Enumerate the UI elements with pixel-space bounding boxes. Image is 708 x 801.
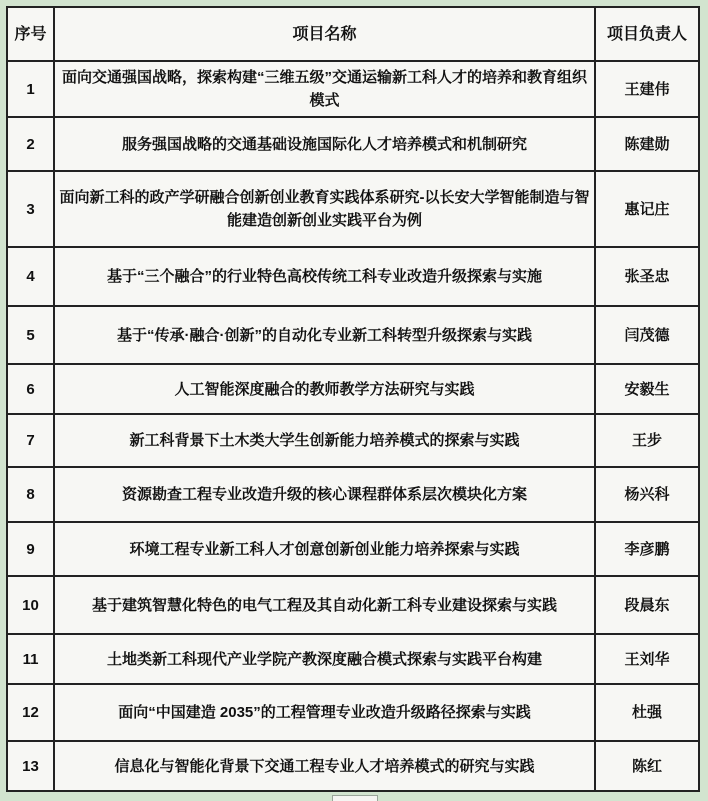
row-number-cell: 8 — [7, 467, 54, 522]
project-name-cell: 面向交通强国战略，探索构建“三维五级”交通运输新工科人才的培养和教育组织模式 — [54, 61, 595, 117]
table-row — [7, 684, 699, 741]
project-table — [6, 6, 700, 792]
project-name-cell: 信息化与智能化背景下交通工程专业人才培养模式的研究与实践 — [54, 741, 595, 791]
table-row — [7, 117, 699, 171]
table-row — [7, 61, 699, 117]
table-row — [7, 576, 699, 634]
project-leader-cell: 闫茂德 — [595, 306, 699, 364]
project-leader-cell: 陈建勋 — [595, 117, 699, 171]
header-project-leader: 项目负责人 — [595, 7, 699, 61]
row-number-cell: 6 — [7, 364, 54, 414]
project-name-cell: 面向“中国建造 2035”的工程管理专业改造升级路径探索与实践 — [54, 684, 595, 741]
table-row — [7, 634, 699, 684]
project-name-cell: 环境工程专业新工科人才创意创新创业能力培养探索与实践 — [54, 522, 595, 576]
row-number-cell: 1 — [7, 61, 54, 117]
project-name-cell: 资源勘查工程专业改造升级的核心课程群体系层次模块化方案 — [54, 467, 595, 522]
row-number-cell: 13 — [7, 741, 54, 791]
project-name-cell: 基于“三个融合”的行业特色高校传统工科专业改造升级探索与实施 — [54, 247, 595, 306]
table-row — [7, 414, 699, 467]
table-row — [7, 247, 699, 306]
project-name-cell: 基于“传承·融合·创新”的自动化专业新工科转型升级探索与实践 — [54, 306, 595, 364]
table-row — [7, 741, 699, 791]
row-number-cell: 7 — [7, 414, 54, 467]
row-number-cell: 4 — [7, 247, 54, 306]
table-header-row — [7, 7, 699, 61]
project-name-cell: 基于建筑智慧化特色的电气工程及其自动化新工科专业建设探索与实践 — [54, 576, 595, 634]
row-number-cell: 2 — [7, 117, 54, 171]
project-leader-cell: 安毅生 — [595, 364, 699, 414]
project-name-cell: 新工科背景下土木类大学生创新能力培养模式的探索与实践 — [54, 414, 595, 467]
header-project-name: 项目名称 — [54, 7, 595, 61]
row-number-cell: 12 — [7, 684, 54, 741]
project-leader-cell: 李彦鹏 — [595, 522, 699, 576]
row-number-cell: 10 — [7, 576, 54, 634]
row-number-cell: 5 — [7, 306, 54, 364]
project-leader-cell: 王刘华 — [595, 634, 699, 684]
project-name-cell: 人工智能深度融合的教师教学方法研究与实践 — [54, 364, 595, 414]
project-leader-cell: 惠记庄 — [595, 171, 699, 247]
table-row — [7, 171, 699, 247]
table-row — [7, 364, 699, 414]
project-leader-cell: 段晨东 — [595, 576, 699, 634]
project-leader-cell: 杨兴科 — [595, 467, 699, 522]
table-row — [7, 522, 699, 576]
project-name-cell: 服务强国战略的交通基础设施国际化人才培养模式和机制研究 — [54, 117, 595, 171]
project-leader-cell: 张圣忠 — [595, 247, 699, 306]
project-leader-cell: 王建伟 — [595, 61, 699, 117]
next-page-edge — [332, 795, 378, 801]
table-row — [7, 467, 699, 522]
project-name-cell: 面向新工科的政产学研融合创新创业教育实践体系研究-以长安大学智能制造与智能建造创新创业实践平台为例 — [54, 171, 595, 247]
row-number-cell: 9 — [7, 522, 54, 576]
row-number-cell: 3 — [7, 171, 54, 247]
header-serial-number: 序号 — [7, 7, 54, 61]
project-name-cell: 土地类新工科现代产业学院产教深度融合模式探索与实践平台构建 — [54, 634, 595, 684]
row-number-cell: 11 — [7, 634, 54, 684]
project-leader-cell: 王步 — [595, 414, 699, 467]
table-row — [7, 306, 699, 364]
project-leader-cell: 杜强 — [595, 684, 699, 741]
project-leader-cell: 陈红 — [595, 741, 699, 791]
